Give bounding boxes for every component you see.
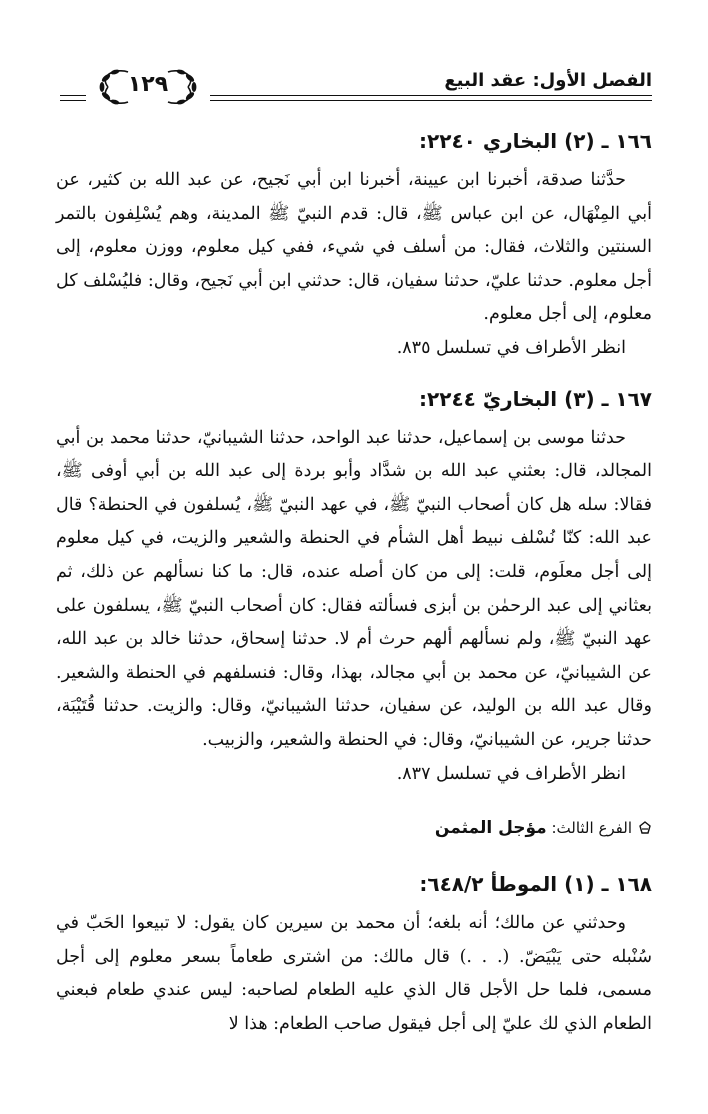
section-heading: [56, 813, 652, 843]
hadith-entry-168: [56, 861, 652, 1041]
text-line: والشعير والزيت، في كيل معلوم إلى أجل معلَوم، قلت: إلى من كان أصله: [56, 528, 652, 582]
text-line: وهم يُسْلِفون بالتمر السنتين والثلاث، فقال: من أسلف في شيء، ففي كيل: [56, 203, 652, 258]
bullet-ornament-icon: [638, 815, 652, 829]
header-rule: [60, 100, 86, 101]
hadith-entry-166: [56, 118, 652, 366]
page-number: ١٢٩: [127, 72, 169, 97]
header-rule: [210, 95, 652, 96]
text-line: إلى أجل مسمى، فلما حل الأجل قال الذي عليه الطعام لصاحبه: ليس عندي: [56, 946, 652, 1001]
header-rule: [210, 100, 652, 101]
text-line: حدثنا موسى بن إسماعيل، حدثنا عبد الواحد، حدثنا الشيبانيّ، حدثنا: [155, 427, 626, 448]
text-line: طعام فبعني الطعام الذي لك عليّ إلى أجل فيقول صاحب الطعام: هذا لا: [56, 980, 652, 1034]
text-line: محمد بن أبي المجالد، قال: بعثني عبد الله بن شدَّاد وأبو بردة إلى عبد الله بن: [56, 427, 652, 482]
hadith-entry-167: [56, 376, 652, 792]
header-rule: [60, 95, 86, 96]
text-line: وحدثني عن مالك؛ أنه بلغه؛ أن محمد بن سيرين كان يقول: لا تبيعوا: [131, 913, 626, 934]
text-line: أبي أوفى ﷺ، فقالا: سله هل كان أصحاب النبيّ ﷺ، في عهد النبيّ ﷺ،: [56, 461, 652, 515]
text-line: الحَبّ في سُنْبله حتى يَبْيَضّ. (. . .) قال مالك: من اشترى طعاماً بسعر معلوم: [56, 913, 652, 967]
text-line: حدَّثنا صدقة، أخبرنا ابن عيينة، أخبرنا ابن أبي نَجيح، عن عبد الله بن: [128, 170, 626, 190]
text-line: يُسلفون في الحنطة؟ قال عبد الله: كنّا نُسْلف نبيط أهل الشأم في الحنطة: [56, 494, 652, 549]
text-line: حدثنا جرير، عن الشيبانيّ، وقال: في الحنطة والشعير، والزبيب.: [202, 729, 652, 750]
page-body: [56, 118, 652, 1041]
text-line: حدثني ابن أبي نَجيح، وقال: فليُسْلف كل معلوم، إلى أجل معلوم.: [56, 270, 652, 325]
section-title: مؤجل المثمن: [434, 818, 547, 839]
chapter-title: الفصل الأول: عقد البيع: [444, 70, 652, 91]
text-line: كثير، عن أبي المِنْهَال، عن ابن عباس ﷺ، قال: قدم النبيّ ﷺ المدينة،: [56, 170, 652, 224]
text-line: عنده، قال: ما كنا نسألهم عن ذلك، ثم بعثاني إلى عبد الرحمٰن بن أبزى: [56, 561, 652, 616]
cross-reference: انظر الأطراف في تسلسل ٨٣٧.: [396, 763, 626, 784]
text-line: محمد بن أبي مجالد، بهذا، وقال: فنسلفهم في الحنطة والشعير. وقال: [56, 662, 652, 717]
cross-reference: انظر الأطراف في تسلسل ٨٣٥.: [396, 337, 626, 358]
hadith-heading: ١٦٨ ـ (١) الموطأ ٦٤٨/٢:: [419, 872, 652, 897]
text-line: ألهم حرث أم لا. حدثنا إسحاق، حدثنا خالد بن عبد الله، عن الشيبانيّ، عن: [56, 629, 652, 683]
hadith-text: [56, 164, 652, 332]
hadith-text: [56, 422, 652, 758]
hadith-heading: ١٦٧ ـ (٣) البخاريّ ٢٢٤٤:: [419, 386, 652, 411]
text-line: فسألته فقال: كان أصحاب النبيّ ﷺ، يسلفون على عهد النبيّ ﷺ، ولم نسألهم: [56, 595, 652, 650]
section-label: الفرع الثالث:: [551, 819, 632, 838]
running-header: [60, 64, 652, 110]
text-line: معلوم، ووزن معلوم، إلى أجل معلوم. حدثنا عليّ، حدثنا سفيان، قال:: [56, 237, 652, 291]
page-number-ornament: [88, 64, 208, 110]
hadith-text: [56, 907, 652, 1041]
hadith-heading: ١٦٦ ـ (٢) البخاري ٢٢٤٠:: [419, 129, 652, 153]
text-line: عبد الله بن الوليد، عن سفيان، حدثنا الشيبانيّ، وقال: والزيت. حدثنا قُتَيْبَة،: [56, 696, 609, 717]
